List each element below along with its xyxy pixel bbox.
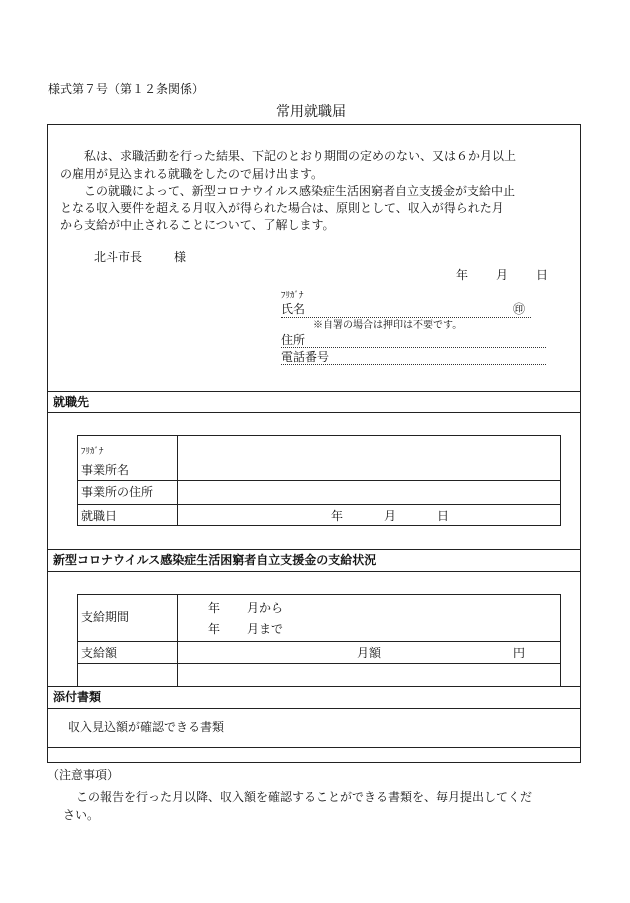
- phone-field[interactable]: [281, 364, 546, 365]
- date-year: 年: [456, 268, 469, 282]
- date-day: 日: [536, 268, 549, 282]
- period-label: 支給期間: [81, 610, 130, 624]
- start-date-label: 就職日: [81, 509, 118, 523]
- employment-furigana: ﾌﾘｶﾞﾅ: [81, 447, 104, 457]
- applicant-phone-label: 電話番号: [281, 350, 330, 364]
- period-to-year: 年: [208, 622, 221, 636]
- yen-label: 円: [513, 646, 526, 660]
- amount-label: 支給額: [81, 646, 118, 660]
- notes-line: この報告を行った月以降、収入額を確認することができる書類を、毎月提出してくだ: [76, 790, 533, 804]
- applicant-furigana: ﾌﾘｶﾞﾅ: [281, 291, 304, 301]
- form-number: 様式第７号（第１２条関係）: [48, 82, 205, 96]
- addressee-honorific: 様: [174, 250, 187, 264]
- employment-header: 就職先: [53, 395, 90, 409]
- intro-line: となる収入要件を超える月収入が得られた場合は、原則として、収入が得られた月: [60, 201, 504, 215]
- intro-line: の雇用が見込まれる就職をしたので届け出ます。: [60, 167, 324, 181]
- addressee-name: 北斗市長: [94, 250, 143, 264]
- intro-line: から支給が中止されることについて、了解します。: [60, 218, 335, 232]
- notes-header: （注意事項）: [47, 768, 120, 782]
- office-address-label: 事業所の住所: [81, 485, 154, 499]
- benefit-header: 新型コロナウイルス感染症生活困窮者自立支援金の支給状況: [53, 553, 377, 567]
- notes-line: さい。: [63, 808, 100, 822]
- page-title: 常用就職届: [276, 104, 346, 120]
- applicant-name-label: 氏名: [281, 302, 306, 316]
- intro-line: この就職によって、新型コロナウイルス感染症生活困窮者自立支援金が支給中止: [84, 184, 516, 198]
- office-name-label: 事業所名: [81, 463, 130, 477]
- period-to-month: 月まで: [247, 622, 284, 636]
- start-month: 月: [384, 509, 397, 523]
- attachment-item: 収入見込額が確認できる書類: [68, 720, 225, 734]
- attachments-header: 添付書類: [53, 690, 102, 704]
- seal-note: ※自署の場合は押印は不要です。: [313, 320, 463, 331]
- monthly-amount-field[interactable]: [390, 643, 510, 662]
- intro-line: 私は、求職活動を行った結果、下記のとおり期間の定めのない、又は６か月以上: [84, 149, 517, 163]
- monthly-label: 月額: [357, 646, 382, 660]
- office-name-field[interactable]: [179, 437, 557, 479]
- date-month: 月: [496, 268, 509, 282]
- seal-mark: ㊞: [513, 302, 526, 316]
- start-day: 日: [437, 509, 450, 523]
- period-from-year: 年: [208, 601, 221, 615]
- applicant-address-label: 住所: [281, 333, 306, 347]
- start-year: 年: [331, 509, 344, 523]
- office-address-field[interactable]: [179, 482, 557, 503]
- period-from-month: 月から: [247, 601, 284, 615]
